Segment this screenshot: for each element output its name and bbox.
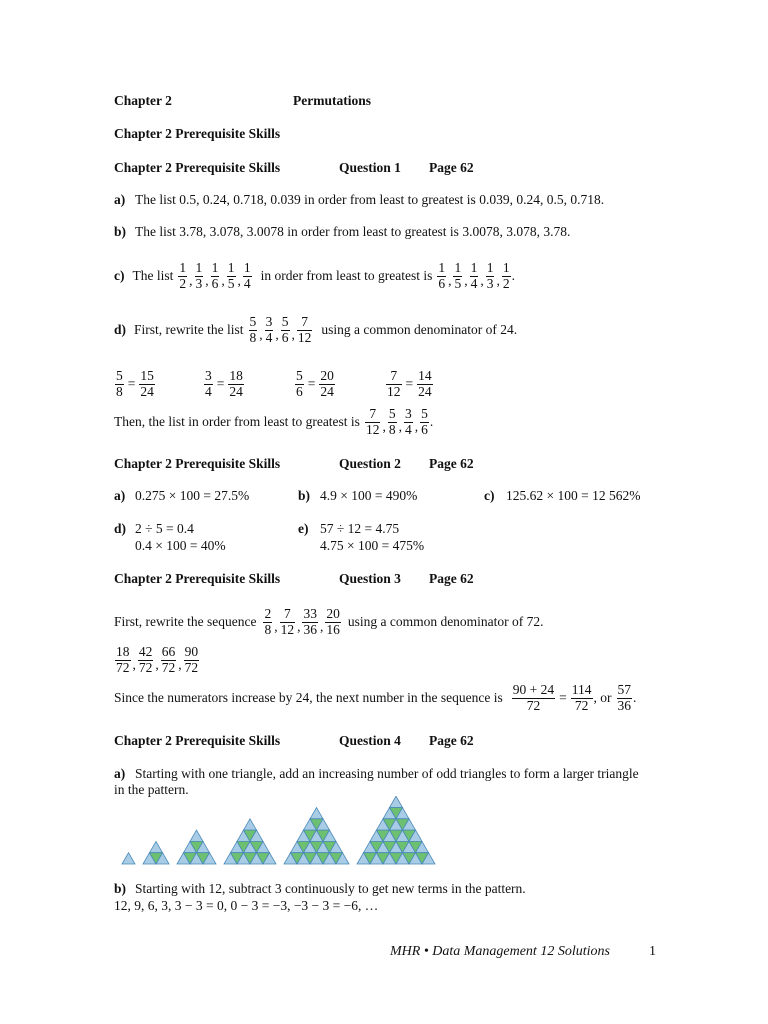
q3-rewrite-row: [114, 602, 544, 642]
q2-b-text: 4.9 × 100 = 490%: [320, 488, 418, 503]
q1-b-text: The list 3.78, 3.078, 3.0078 in order from least to greatest is 3.0078, 3.078, 3.78.: [135, 224, 571, 239]
q2-d-line1: 2 ÷ 5 = 0.4: [135, 521, 194, 536]
comma: ,: [205, 273, 209, 289]
c-fraction-4-denominator: 4: [243, 275, 251, 291]
eq-left-2-numerator: 5: [296, 367, 303, 383]
comma: ,: [132, 657, 136, 673]
q3-fraction-2-denominator: 36: [303, 621, 317, 637]
eq-left-0-numerator: 5: [116, 367, 123, 383]
q1-d-row: [114, 310, 517, 350]
footer-text: MHR • Data Management 12 Solutions: [390, 944, 610, 959]
q1-b-label: b): [114, 224, 127, 239]
up-triangle: [150, 841, 163, 852]
q3-or: , or: [593, 690, 612, 705]
c-fraction-2: [211, 261, 220, 291]
q1-a-text: The list 0.5, 0.24, 0.718, 0.039 in order from least to greatest is 0.039, 0.24, 0.5, 0.718.: [135, 192, 605, 207]
chapter-title: Permutations: [293, 93, 371, 108]
q1-c-list1: [177, 261, 252, 291]
comma: ,: [291, 327, 295, 343]
equivalent-fraction-1: [203, 364, 245, 404]
d-ordered-fraction-1-denominator: 8: [388, 421, 396, 437]
q3-sequence-72: [114, 645, 200, 675]
q2-page: Page 62: [429, 456, 474, 471]
q1-d-then: Then, the list in order from least to greatest is: [114, 414, 360, 429]
d-ordered-fraction-2-denominator: 4: [404, 421, 412, 437]
c-ordered-fraction-0: [437, 261, 446, 291]
q2-a-label: a): [114, 488, 126, 503]
triangle-figure-5: [284, 808, 349, 865]
d-fraction-0-numerator: 5: [249, 313, 257, 329]
q3-since-row: Since the numerators increase by 24, the next number in the sequence is $\frac{90 + 24}{72}$ = $\frac{114}{72}$ , or $\frac{57}{36}$ .: [114, 681, 637, 713]
q3-fraction-72-3-denominator: 72: [184, 659, 199, 675]
q3-seq72-row: [114, 640, 200, 680]
q3-fraction-3-numerator: 20: [326, 605, 340, 621]
q1-c-row: [114, 256, 515, 296]
d-fraction-0-denominator: 8: [249, 329, 257, 345]
comma: ,: [297, 619, 301, 635]
eq-left-3-denominator: 12: [387, 383, 401, 399]
eq-right-3-numerator: 14: [418, 367, 432, 383]
comma: ,: [221, 273, 225, 289]
q1-a-label: a): [114, 192, 126, 207]
c-fraction-3-denominator: 5: [227, 275, 235, 291]
comma: ,: [480, 273, 484, 289]
c-fraction-3-numerator: 1: [227, 259, 235, 275]
d-ordered-fraction-3-denominator: 6: [421, 421, 428, 437]
eq-left-3: [386, 369, 402, 399]
q3-fraction-72-1-denominator: 72: [138, 659, 153, 675]
q3-fraction-1-numerator: 7: [280, 607, 296, 623]
q3-fraction-2-numerator: 33: [303, 605, 317, 621]
q3-heading: Chapter 2 Prerequisite Skills: [114, 571, 281, 586]
c-fraction-4: [243, 261, 252, 291]
q3-fraction-3-denominator: 16: [326, 621, 340, 637]
q1-number: Question 1: [339, 160, 401, 175]
d-fraction-1: [265, 315, 274, 345]
d-fraction-0: [249, 315, 258, 345]
q1-d-end: .: [429, 414, 434, 429]
eq-right-1-numerator: 18: [229, 367, 243, 383]
eq-right-0-denominator: 24: [140, 383, 154, 399]
c-fraction-0-numerator: 1: [179, 259, 187, 275]
equivalent-fraction-3: [385, 364, 434, 404]
c-ordered-fraction-0-numerator: 1: [438, 259, 446, 275]
c-fraction-2-denominator: 6: [211, 275, 219, 291]
d-fraction-2: [281, 315, 290, 345]
d-ordered-fraction-1: [388, 407, 397, 437]
q3-fraction-72-3-numerator: 90: [184, 643, 199, 659]
q3-fraction-72-2-numerator: 66: [161, 643, 176, 659]
q3-fraction-72-1: [138, 645, 154, 675]
c-fraction-4-numerator: 1: [243, 259, 251, 275]
equals-sign: =: [127, 376, 136, 391]
c-ordered-fraction-4-denominator: 2: [502, 275, 510, 291]
q3-fraction-72-2-denominator: 72: [161, 659, 176, 675]
eq-left-0-denominator: 8: [116, 383, 123, 399]
q4-b-text: Starting with 12, subtract 3 continuously to get new terms in the pattern.: [135, 881, 526, 896]
c-ordered-fraction-2-numerator: 1: [470, 259, 478, 275]
comma: ,: [189, 273, 193, 289]
eq-left-2: [295, 369, 304, 399]
comma: ,: [237, 273, 241, 289]
q4-b-label: b): [114, 881, 127, 896]
c-fraction-1-denominator: 3: [195, 275, 203, 291]
q4-a-label: a): [114, 766, 126, 781]
triangle-pattern: [118, 796, 438, 868]
q4-a-text1: Starting with one triangle, add an increasing number of odd triangles to form a larger triangle: [135, 766, 639, 781]
comma: ,: [398, 419, 402, 435]
q1-c-label: c): [114, 268, 125, 283]
q2-number: Question 2: [339, 456, 401, 471]
up-triangle: [122, 853, 135, 864]
d-ordered-fraction-3-numerator: 5: [421, 405, 428, 421]
eq-left-1: [204, 369, 213, 399]
up-triangle: [190, 830, 203, 841]
up-triangle: [310, 808, 323, 819]
equals-sign: =: [307, 376, 316, 391]
eq-right-2-denominator: 24: [320, 383, 334, 399]
eq-right-1-denominator: 24: [229, 383, 243, 399]
c-ordered-fraction-1: [453, 261, 462, 291]
q3-fraction-0: [263, 607, 272, 637]
eq-right-0-numerator: 15: [140, 367, 154, 383]
section-heading: Chapter 2 Prerequisite Skills: [114, 126, 281, 141]
q3-since: Since the numerators increase by 24, the next number in the sequence is: [114, 690, 503, 705]
q2-e-line1: 57 ÷ 12 = 4.75: [320, 521, 400, 536]
q3-fraction-0-denominator: 8: [264, 621, 272, 637]
comma: ,: [464, 273, 468, 289]
q3-fraction-3: [325, 607, 341, 637]
q1-d-list: [248, 315, 314, 345]
d-fraction-1-denominator: 4: [265, 329, 273, 345]
d-fraction-3-numerator: 7: [297, 315, 313, 331]
c-ordered-fraction-3-numerator: 1: [486, 259, 494, 275]
d-ordered-fraction-0-denominator: 12: [365, 421, 380, 437]
c-ordered-fraction-1-numerator: 1: [454, 259, 462, 275]
d-ordered-fraction-2: [404, 407, 413, 437]
c-ordered-fraction-1-denominator: 5: [454, 275, 462, 291]
triangle-figure-4: [224, 819, 276, 864]
q3-fraction-72-2: [161, 645, 177, 675]
comma: ,: [275, 327, 279, 343]
q3-pre: First, rewrite the sequence: [114, 614, 257, 629]
c-fraction-2-numerator: 1: [211, 259, 219, 275]
q2-a-text: 0.275 × 100 = 27.5%: [135, 488, 250, 503]
comma: ,: [319, 619, 324, 635]
triangle-figure-1: [122, 853, 135, 864]
q3-fraction-72-3: [184, 645, 200, 675]
q3-number: Question 3: [339, 571, 401, 586]
d-fraction-2-denominator: 6: [281, 329, 289, 345]
c-ordered-fraction-3-denominator: 3: [486, 275, 494, 291]
q1-c-list2: [436, 261, 511, 291]
q1-d-pre: First, rewrite the list: [134, 322, 244, 337]
equivalent-fraction-0: [114, 364, 156, 404]
q2-d-line2: 0.4 × 100 = 40%: [135, 538, 226, 553]
c-fraction-0-denominator: 2: [179, 275, 187, 291]
c-ordered-fraction-4-numerator: 1: [502, 259, 510, 275]
c-ordered-fraction-4: [502, 261, 511, 291]
eq-right-3: [417, 369, 433, 399]
q3-fraction-1: [280, 607, 296, 637]
q1-c-mid: in order from least to greatest is: [260, 268, 433, 283]
eq-left-1-denominator: 4: [205, 383, 212, 399]
q3-sequence: [262, 607, 341, 637]
q3-end: .: [633, 690, 637, 705]
comma: ,: [259, 327, 263, 343]
q3-fraction-72-0-numerator: 18: [116, 643, 130, 659]
triangle-figure-6: [357, 796, 435, 864]
comma: ,: [155, 657, 159, 673]
q3-fraction-72-1-numerator: 42: [138, 643, 153, 659]
q4-number: Question 4: [339, 733, 401, 748]
q2-c-label: c): [484, 488, 495, 503]
q2-b-label: b): [298, 488, 311, 503]
eq-left-1-numerator: 3: [205, 367, 212, 383]
c-ordered-fraction-3: [486, 261, 495, 291]
eq-left-3-numerator: 7: [386, 369, 402, 385]
comma: ,: [274, 619, 278, 635]
q3-page: Page 62: [429, 571, 474, 586]
c-ordered-fraction-0-denominator: 6: [438, 275, 446, 291]
q1-c-pre: The list: [132, 268, 174, 283]
c-fraction-0: [178, 261, 187, 291]
comma: ,: [178, 657, 182, 673]
q3-fraction-0-numerator: 2: [264, 605, 272, 621]
d-fraction-3: [297, 315, 313, 345]
eq-left-2-denominator: 6: [296, 383, 303, 399]
eq-right-2-numerator: 20: [320, 367, 334, 383]
q3-fraction-72-0: [115, 645, 131, 675]
c-fraction-1: [195, 261, 204, 291]
q2-e-label: e): [298, 521, 309, 536]
q1-c-end: .: [511, 268, 515, 283]
q1-d-label: d): [114, 322, 127, 337]
q1-d-post: using a common denominator of 24.: [321, 322, 518, 337]
c-fraction-3: [227, 261, 236, 291]
equals-sign: =: [405, 376, 414, 391]
q2-e-line2: 4.75 × 100 = 475%: [320, 538, 425, 553]
q4-page: Page 62: [429, 733, 474, 748]
d-ordered-fraction-2-numerator: 3: [404, 405, 412, 421]
up-triangle: [244, 819, 257, 830]
triangle-figure-3: [177, 830, 216, 864]
q2-d-label: d): [114, 521, 127, 536]
q2-c-text: 125.62 × 100 = 12 562%: [506, 488, 641, 503]
q3-fraction-72-0-denominator: 72: [116, 659, 130, 675]
d-ordered-fraction-3: [420, 407, 429, 437]
d-fraction-3-denominator: 12: [297, 329, 312, 345]
q3-frac-2: $\frac{114}{72}$: [571, 681, 592, 713]
q4-b-line2: 12, 9, 6, 3, 3 − 3 = 0, 0 − 3 = −3, −3 − 3 = −6, …: [114, 898, 379, 913]
q3-fraction-2: [302, 607, 318, 637]
d-ordered-fraction-0: [365, 407, 381, 437]
equals-sign: =: [216, 376, 225, 391]
comma: ,: [448, 273, 452, 289]
q3-frac-1: $\frac{90 + 24}{72}$: [512, 681, 555, 713]
q3-frac-3: $\frac{57}{36}$: [617, 681, 632, 713]
d-fraction-1-numerator: 3: [265, 313, 273, 329]
q4-a-text2: in the pattern.: [114, 782, 189, 797]
d-fraction-2-numerator: 5: [281, 313, 289, 329]
q1-heading: Chapter 2 Prerequisite Skills: [114, 160, 281, 175]
eq-left-0: [115, 369, 124, 399]
eq-right-0: [139, 369, 155, 399]
q2-heading: Chapter 2 Prerequisite Skills: [114, 456, 281, 471]
triangle-figure-2: [143, 841, 169, 864]
q3-fraction-1-denominator: 12: [280, 621, 295, 637]
c-ordered-fraction-2: [470, 261, 479, 291]
c-fraction-1-numerator: 1: [195, 259, 203, 275]
footer-page-number: 1: [649, 944, 656, 959]
q4-heading: Chapter 2 Prerequisite Skills: [114, 733, 281, 748]
chapter-label: Chapter 2: [114, 93, 172, 108]
c-ordered-fraction-2-denominator: 4: [470, 275, 478, 291]
d-ordered-fraction-1-numerator: 5: [388, 405, 396, 421]
q1-page: Page 62: [429, 160, 474, 175]
eq-right-2: [319, 369, 335, 399]
q1-d-result: [364, 407, 430, 437]
up-triangle: [390, 796, 403, 807]
equivalent-fraction-2: [294, 364, 336, 404]
comma: ,: [496, 273, 500, 289]
eq-right-3-denominator: 24: [418, 383, 432, 399]
q3-post: using a common denominator of 72.: [347, 614, 544, 629]
comma: ,: [414, 419, 419, 435]
comma: ,: [382, 419, 386, 435]
q1-d-then-row: [114, 402, 433, 442]
eq-right-1: [228, 369, 244, 399]
d-ordered-fraction-0-numerator: 7: [365, 407, 381, 423]
